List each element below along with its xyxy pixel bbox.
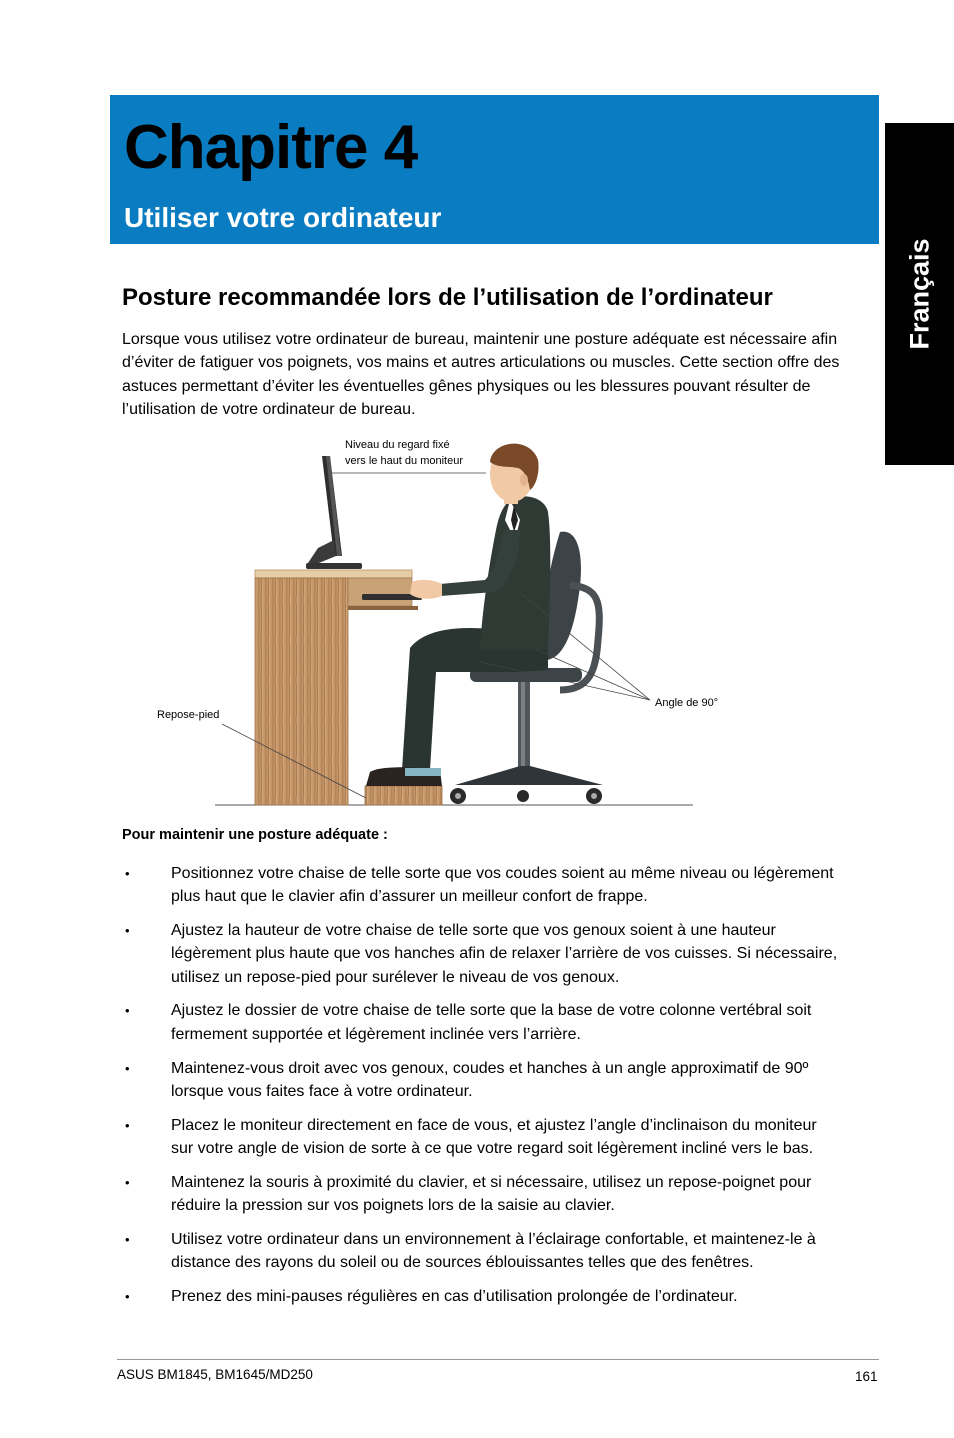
list-item-text: Placez le moniteur directement en face de vous, et ajustez l’angle d’inclinaison du moniteur sur votre angle de vision de sorte à ce que votre regard soit légèrement incliné vers le bas. (171, 1116, 817, 1157)
footer-divider (117, 1359, 879, 1360)
list-item (122, 1171, 842, 1218)
chapter-subtitle: Utiliser votre ordinateur (124, 202, 442, 233)
bullet-marker: • (125, 1060, 130, 1076)
bullet-marker: • (125, 1003, 130, 1019)
bullet-marker: • (125, 1288, 130, 1304)
section-title: Posture recommandée lors de l’utilisation de l’ordinateur (122, 284, 773, 311)
footrest (365, 786, 442, 805)
list-item (122, 1285, 842, 1308)
footrest-label: Repose-pied (157, 709, 220, 721)
list-item-text: Ajustez le dossier de votre chaise de telle sorte que la base de votre colonne vertébral soit fermement supportée et légèrement inclinée vers l’arrière. (171, 1002, 812, 1043)
list-item (122, 1228, 842, 1275)
posture-tips-list (122, 862, 842, 1319)
posture-illustration (150, 430, 750, 815)
list-item-text: Ajustez la hauteur de votre chaise de telle sorte que vos genoux soient à une hauteur légèrement plus haute que vos hanches afin de relaxer l’arrière de vos cuisses. Si nécessaire, utilisez un repose-pied pour surélever le niveau de vos genoux. (171, 922, 838, 986)
list-item (122, 1057, 842, 1104)
bullet-marker: • (125, 866, 130, 881)
list-item (122, 1114, 842, 1161)
angle-label: Angle de 90° (655, 697, 719, 709)
chapter-header-band (110, 95, 879, 244)
bullet-marker: • (125, 1231, 130, 1247)
list-item (122, 862, 842, 909)
list-item-text: Maintenez-vous droit avec vos genoux, coudes et hanches à un angle approximatif de 90º lorsque vous faites face à votre ordinateur. (171, 1059, 809, 1100)
list-item-text: Prenez des mini-pauses régulières en cas d’utilisation prolongée de l’ordinateur. (171, 1287, 738, 1305)
bullet-marker: • (125, 1174, 130, 1190)
language-tab-label: Français (904, 238, 934, 350)
footer-model-names: ASUS BM1845, BM1645/MD250 (117, 1367, 313, 1382)
list-item (122, 999, 842, 1046)
tips-heading: Pour maintenir une posture adéquate : (122, 827, 388, 843)
eye-level-label-line2: vers le haut du moniteur (345, 455, 464, 467)
bullet-marker: • (125, 923, 130, 939)
bullet-marker: • (125, 1117, 130, 1133)
intro-paragraph: Lorsque vous utilisez votre ordinateur de bureau, maintenir une posture adéquate est nécessaire afin d’éviter de fatiguer vos poignets, vos mains et autres articulations ou muscles. Cette section offre des astuces permettant d’éviter les éventuelles gênes physiques ou les blessures pouvant résulter de l’utilisation de votre ordinateur de bureau. (122, 331, 840, 418)
chapter-title: Chapitre 4 (124, 113, 418, 182)
list-item-text: Positionnez votre chaise de telle sorte que vos coudes soient au même niveau ou légèrement plus haut que le clavier afin d’assurer un meilleur confort de frappe. (171, 865, 834, 906)
list-item-text: Utilisez votre ordinateur dans un environnement à l’éclairage confortable, et maintenez-le à distance des rayons du soleil ou de sources éblouissantes telles que des fenêtres. (171, 1230, 816, 1272)
list-item-text: Maintenez la souris à proximité du clavier, et si nécessaire, utilisez un repose-poignet pour réduire la pression sur vos poignets lors de la saisie au clavier. (171, 1173, 812, 1215)
language-tab (885, 123, 954, 465)
eye-level-label-line1: Niveau du regard fixé (345, 439, 450, 451)
list-item (122, 919, 842, 989)
page-number: 161 (855, 1369, 878, 1384)
